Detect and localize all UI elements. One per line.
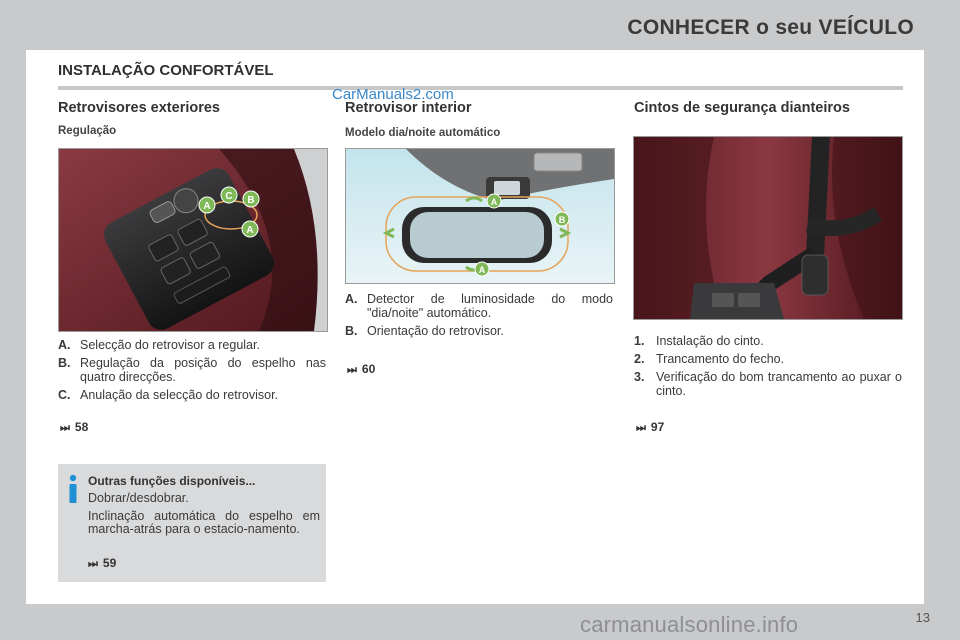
- col1-ref-number: 58: [74, 420, 89, 434]
- info-line-2: Inclinação automática do espelho em marcha-atrás para o estacio-namento.: [88, 509, 320, 536]
- list-item: [634, 370, 902, 398]
- info-line-1: Dobrar/desdobrar.: [88, 491, 189, 505]
- list-text: Trancamento do fecho.: [656, 352, 785, 366]
- list-text: Verificação do bom trancamento ao puxar o cinto.: [656, 370, 902, 398]
- list-item: [58, 338, 326, 352]
- col2-title: Retrovisor interior: [345, 100, 472, 116]
- list-item: [58, 388, 326, 402]
- col3-title: Cintos de segurança dianteiros: [634, 100, 850, 116]
- section-title: INSTALAÇÃO CONFORTÁVEL: [58, 62, 274, 79]
- col1-subtitle: Regulação: [58, 125, 117, 137]
- page-number: 13: [915, 610, 930, 625]
- list-key: B.: [58, 356, 71, 370]
- list-text: Orientação do retrovisor.: [367, 324, 504, 338]
- list-text: Detector de luminosidade do modo "dia/noite" automático.: [367, 292, 613, 320]
- col1-page-ref[interactable]: [60, 420, 88, 435]
- fast-forward-icon: ⏭: [60, 422, 70, 434]
- list-key: B.: [345, 324, 358, 338]
- col2-page-ref[interactable]: [347, 362, 375, 377]
- seatbelt-photo: [633, 136, 903, 320]
- col2-ref-number: 60: [361, 362, 376, 376]
- photo2-label-a: A: [490, 197, 498, 207]
- header-title: CONHECER o seu VEÍCULO: [627, 16, 914, 39]
- fast-forward-icon: ⏭: [347, 364, 357, 376]
- photo1-label-c: C: [225, 191, 233, 202]
- photo2-label-a2: A: [478, 265, 486, 275]
- info-icon: [66, 474, 80, 504]
- photo2-label-b: B: [558, 215, 566, 225]
- info-ref-number: 59: [102, 556, 117, 570]
- col3-page-ref[interactable]: [636, 420, 664, 435]
- list-key: A.: [58, 338, 71, 352]
- watermark-top[interactable]: CarManuals2.com: [332, 86, 454, 103]
- watermark-bottom[interactable]: carmanualsonline.info: [580, 612, 799, 637]
- col1-title: Retrovisores exteriores: [58, 100, 220, 116]
- list-key: 1.: [634, 334, 645, 348]
- door-switch-photo: [58, 148, 328, 332]
- list-text: Anulação da selecção do retrovisor.: [80, 388, 279, 402]
- list-key: A.: [345, 292, 358, 306]
- info-page-ref[interactable]: [88, 556, 116, 571]
- photo1-label-a: A: [203, 201, 211, 212]
- info-box: [58, 464, 326, 582]
- list-item: [634, 352, 902, 366]
- photo1-label-a2: A: [246, 225, 254, 236]
- col2-list: [345, 292, 613, 342]
- col1-list: [58, 338, 326, 406]
- fast-forward-icon: ⏭: [88, 558, 98, 570]
- list-item: [345, 292, 613, 320]
- list-text: Regulação da posição do espelho nas quatro direcções.: [80, 356, 326, 384]
- info-title: Outras funções disponíveis...: [88, 474, 256, 488]
- list-item: [345, 324, 613, 338]
- list-key: 2.: [634, 352, 645, 366]
- list-key: C.: [58, 388, 71, 402]
- list-item: [58, 356, 326, 384]
- col2-subtitle: Modelo dia/noite automático: [345, 127, 501, 139]
- photo1-label-b: B: [247, 195, 255, 206]
- fast-forward-icon: ⏭: [636, 422, 646, 434]
- list-text: Instalação do cinto.: [656, 334, 764, 348]
- list-text: Selecção do retrovisor a regular.: [80, 338, 260, 352]
- list-item: [634, 334, 902, 348]
- list-key: 3.: [634, 370, 645, 384]
- col3-list: [634, 334, 902, 402]
- col3-ref-number: 97: [650, 420, 665, 434]
- section-divider: [58, 86, 903, 90]
- interior-mirror-photo: [345, 148, 615, 284]
